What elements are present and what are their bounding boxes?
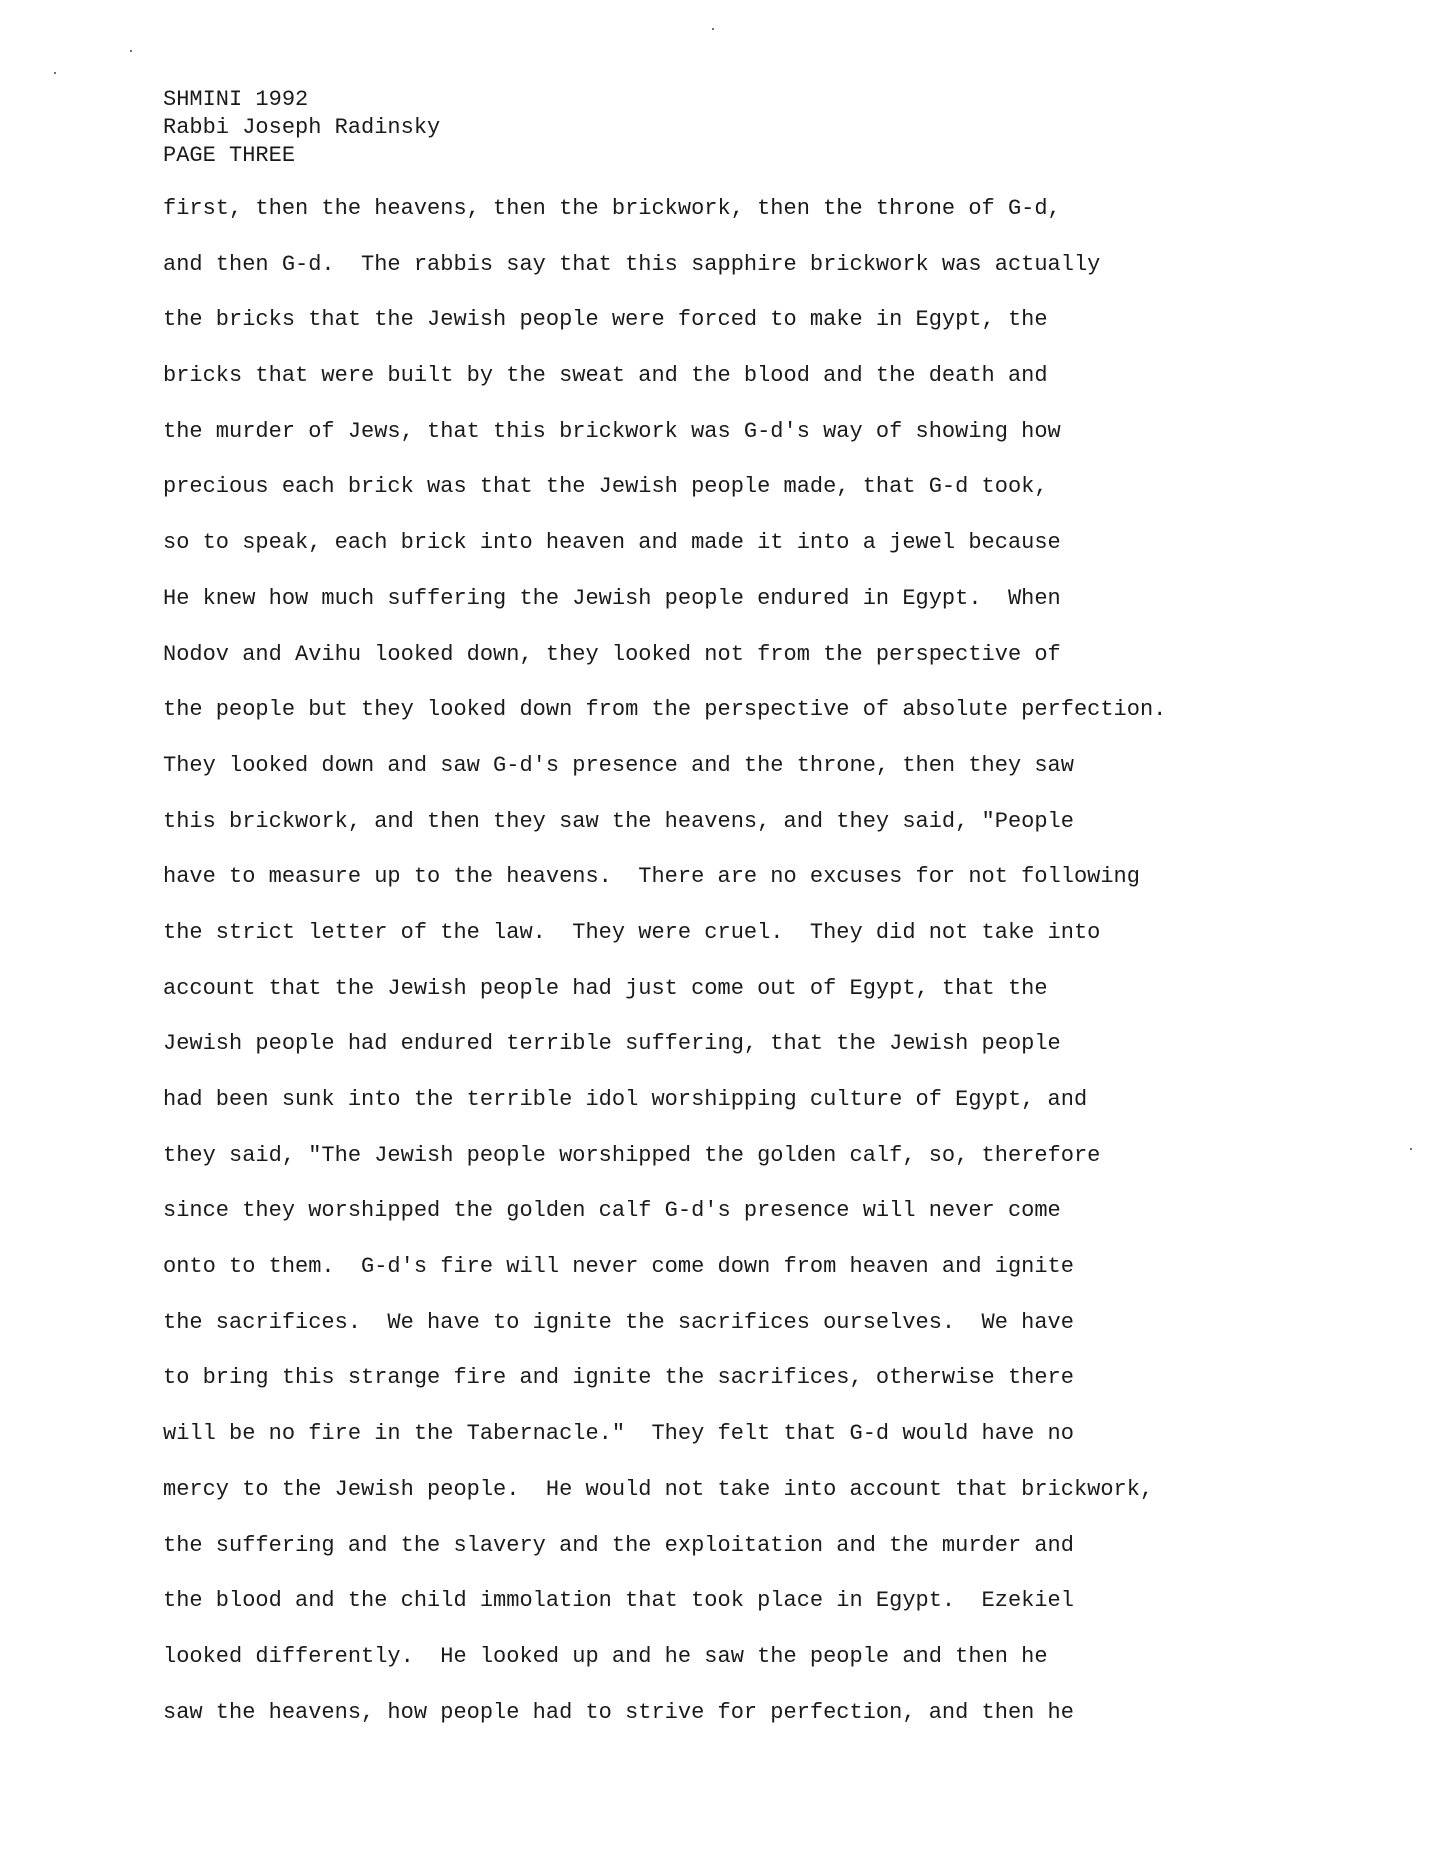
- text-line: mercy to the Jewish people. He would not take into account that brickwork,: [163, 1476, 1154, 1502]
- text-line: since they worshipped the golden calf G-d's presence will never come: [163, 1198, 1061, 1224]
- text-line: will be no fire in the Tabernacle." They felt that G-d would have no: [163, 1421, 1074, 1447]
- text-line: the suffering and the slavery and the exploitation and the murder and: [163, 1532, 1074, 1558]
- text-line: and then G-d. The rabbis say that this sapphire brickwork was actually: [163, 251, 1101, 277]
- text-line: this brickwork, and then they saw the heavens, and they said, "People: [163, 808, 1074, 834]
- text-line: the sacrifices. We have to ignite the sacrifices ourselves. We have: [163, 1309, 1074, 1335]
- text-line: first, then the heavens, then the brickwork, then the throne of G-d,: [163, 196, 1061, 221]
- text-line: account that the Jewish people had just come out of Egypt, that the: [163, 975, 1048, 1001]
- page-header: [163, 86, 440, 170]
- header-page-number: PAGE THREE: [163, 143, 296, 168]
- text-line: saw the heavens, how people had to strive for perfection, and then he: [163, 1699, 1074, 1725]
- text-line: They looked down and saw G-d's presence and the throne, then they saw: [163, 752, 1074, 778]
- text-line: the blood and the child immolation that took place in Egypt. Ezekiel: [163, 1588, 1074, 1614]
- header-title: SHMINI 1992: [163, 87, 309, 112]
- text-line: have to measure up to the heavens. There are no excuses for not following: [163, 864, 1140, 890]
- text-line: they said, "The Jewish people worshipped the golden calf, so, therefore: [163, 1142, 1101, 1168]
- body-text: [163, 195, 1423, 1754]
- text-line: the bricks that the Jewish people were forced to make in Egypt, the: [163, 307, 1048, 333]
- text-line: precious each brick was that the Jewish people made, that G-d took,: [163, 474, 1048, 500]
- text-line: onto to them. G-d's fire will never come down from heaven and ignite: [163, 1254, 1074, 1280]
- text-line: Nodov and Avihu looked down, they looked not from the perspective of: [163, 641, 1061, 667]
- scan-speck: [130, 50, 132, 52]
- text-line: bricks that were built by the sweat and the blood and the death and: [163, 363, 1048, 389]
- text-line: had been sunk into the terrible idol worshipping culture of Egypt, and: [163, 1087, 1088, 1112]
- text-line: Jewish people had endured terrible suffering, that the Jewish people: [163, 1031, 1061, 1057]
- scan-speck: [54, 72, 56, 74]
- text-line: the murder of Jews, that this brickwork was G-d's way of showing how: [163, 418, 1061, 444]
- text-line: looked differently. He looked up and he saw the people and then he: [163, 1643, 1048, 1669]
- text-line: He knew how much suffering the Jewish people endured in Egypt. When: [163, 585, 1061, 611]
- text-line: to bring this strange fire and ignite the sacrifices, otherwise there: [163, 1365, 1074, 1391]
- header-author: Rabbi Joseph Radinsky: [163, 115, 441, 140]
- text-line: the strict letter of the law. They were cruel. They did not take into: [163, 919, 1101, 945]
- scan-speck: [712, 28, 714, 30]
- text-line: the people but they looked down from the perspective of absolute perfection.: [163, 697, 1167, 723]
- text-line: so to speak, each brick into heaven and made it into a jewel because: [163, 530, 1061, 556]
